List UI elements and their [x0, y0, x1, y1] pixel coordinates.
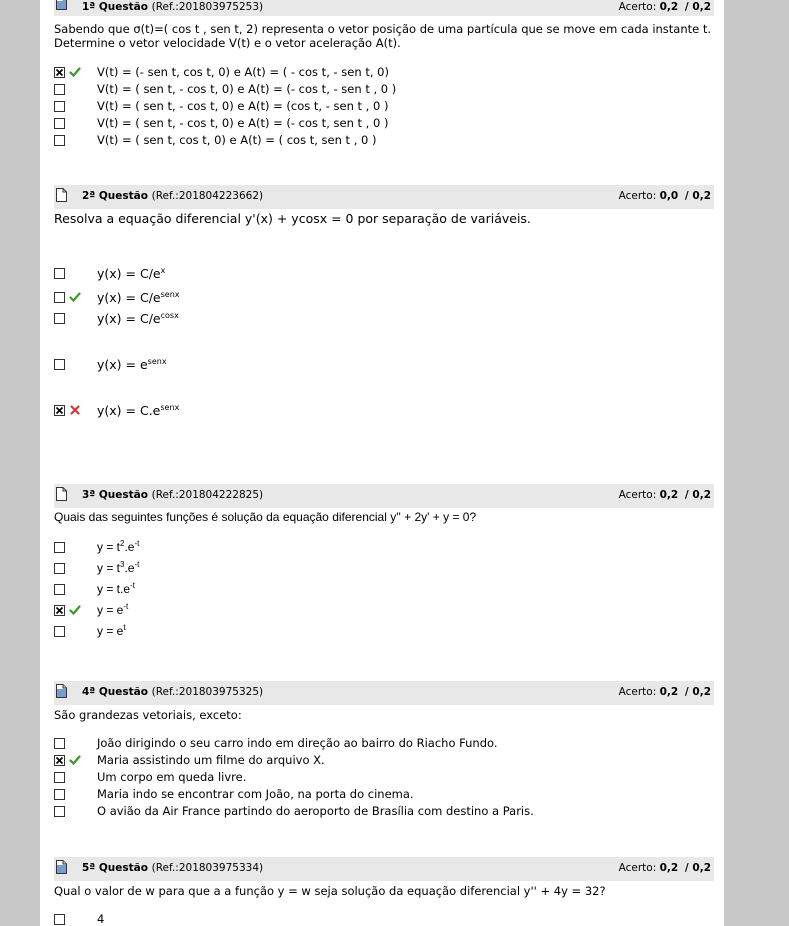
question-statement: Quais das seguintes funções é solução da equação diferencial y'' + 2y' + y = 0?	[54, 510, 477, 524]
question-ref: (Ref.:201804222825)	[151, 489, 264, 501]
answer-option-text: $y(x) = C/e^{cosx}$	[97, 310, 179, 326]
answer-checkbox[interactable]	[54, 313, 65, 324]
question-statement: Resolva a equação diferencial y'(x) + ycosx = 0 por separação de variáveis.	[54, 211, 531, 226]
answer-checkbox[interactable]	[54, 738, 65, 749]
document-icon	[56, 684, 67, 698]
answer-option-text: $y(x) = C.e^{senx}$	[97, 402, 180, 418]
answer-checkbox[interactable]	[54, 135, 65, 146]
answer-option-text: $y(x) = C/e^{senx}$	[97, 289, 180, 305]
question-header	[54, 681, 714, 705]
question-ref: (Ref.:201803975325)	[151, 686, 264, 698]
question-title: 5ª Questão (Ref.:201803975334)	[82, 862, 264, 874]
question-header	[54, 484, 714, 508]
answer-checkbox[interactable]	[54, 584, 65, 595]
question-statement: Sabendo que σ(t)=( cos t , sen t, 2) representa o vetor posição de uma partícula que se move em cada instante t. Determine o vetor velocidade V(t) e o vetor aceleração A(t).	[54, 22, 712, 50]
question-title: 3ª Questão (Ref.:201804222825)	[82, 489, 264, 501]
answer-checkbox[interactable]	[54, 789, 65, 800]
answer-option-text: V(t) = ( sen t, - cos t, 0) e A(t) = (- cos t, - sen t , 0 )	[97, 82, 397, 96]
answer-checkbox[interactable]	[54, 101, 65, 112]
answer-checkbox[interactable]	[54, 292, 65, 303]
answer-checkbox[interactable]	[54, 772, 65, 783]
answer-option-text: $y = t^3.e^{-t}$	[97, 560, 140, 575]
checked-x-icon	[55, 68, 64, 77]
correct-check-icon	[69, 754, 81, 766]
answer-checkbox[interactable]	[54, 914, 65, 925]
checked-x-icon	[55, 606, 64, 615]
answer-checkbox[interactable]	[54, 563, 65, 574]
document-icon	[56, 188, 67, 202]
answer-option-text: João dirigindo o seu carro indo em direção ao bairro do Riacho Fundo.	[97, 736, 498, 750]
answer-option-text: V(t) = ( sen t, - cos t, 0) e A(t) = (cos t, - sen t , 0 )	[97, 99, 389, 113]
answer-option-text: $y(x) = e^{senx}$	[97, 356, 167, 372]
answer-checkbox[interactable]	[54, 67, 65, 78]
question-3	[54, 484, 714, 638]
answer-checkbox[interactable]	[54, 755, 65, 766]
answer-checkbox[interactable]	[54, 605, 65, 616]
question-score: Acerto: 0,2 / 0,2	[618, 686, 711, 698]
document-icon	[56, 0, 67, 10]
question-5	[54, 857, 714, 926]
answer-option-text: $y = t.e^{-t}$	[97, 581, 135, 596]
question-statement: São grandezas vetoriais, exceto:	[54, 708, 242, 722]
answer-option-text: Maria assistindo um filme do arquivo X.	[97, 753, 325, 767]
checked-x-icon	[55, 756, 64, 765]
question-1	[54, 0, 714, 147]
question-title: 2ª Questão (Ref.:201804223662)	[82, 190, 264, 202]
answer-option-text: Um corpo em queda livre.	[97, 770, 247, 784]
question-title: 4ª Questão (Ref.:201803975325)	[82, 686, 264, 698]
answer-checkbox[interactable]	[54, 626, 65, 637]
question-header	[54, 0, 714, 16]
answer-option-text: 4	[97, 912, 105, 926]
exam-page	[40, 0, 724, 926]
question-title: 1ª Questão (Ref.:201803975253)	[82, 1, 264, 13]
checked-x-icon	[55, 406, 64, 415]
answer-option-text: $y = e^{-t}$	[97, 602, 129, 617]
question-header	[54, 857, 714, 881]
question-score: Acerto: 0,2 / 0,2	[618, 1, 711, 13]
question-ref: (Ref.:201803975334)	[151, 862, 264, 874]
answer-checkbox[interactable]	[54, 84, 65, 95]
document-icon	[56, 487, 67, 501]
answer-option-text: $y = t^2.e^{-t}$	[97, 539, 140, 554]
question-score: Acerto: 0,2 / 0,2	[618, 489, 711, 501]
question-ref: (Ref.:201804223662)	[151, 190, 264, 202]
answer-checkbox[interactable]	[54, 118, 65, 129]
answer-checkbox[interactable]	[54, 268, 65, 279]
answer-option-text: V(t) = ( sen t, - cos t, 0) e A(t) = (- cos t, sen t , 0 )	[97, 116, 389, 130]
question-ref: (Ref.:201803975253)	[151, 1, 264, 13]
wrong-x-icon	[69, 404, 81, 416]
answer-option-text: O avião da Air France partindo do aeroporto de Brasília com destino a Paris.	[97, 804, 534, 818]
question-score: Acerto: 0,2 / 0,2	[618, 862, 711, 874]
question-statement: Qual o valor de w para que a a função y = w seja solução da equação diferencial y'' + 4y = 32?	[54, 884, 606, 898]
answer-option-text: $y(x) = C/e^x$	[97, 265, 166, 281]
question-score: Acerto: 0,0 / 0,2	[618, 190, 711, 202]
answer-option-text: V(t) = ( sen t, cos t, 0) e A(t) = ( cos t, sen t , 0 )	[97, 133, 377, 147]
document-icon	[56, 860, 67, 874]
answer-option-text: Maria indo se encontrar com João, na porta do cinema.	[97, 787, 414, 801]
question-header	[54, 185, 714, 209]
correct-check-icon	[69, 66, 81, 78]
answer-checkbox[interactable]	[54, 542, 65, 553]
answer-checkbox[interactable]	[54, 359, 65, 370]
answer-checkbox[interactable]	[54, 806, 65, 817]
correct-check-icon	[69, 604, 81, 616]
question-4	[54, 681, 714, 818]
answer-checkbox[interactable]	[54, 405, 65, 416]
answer-option-text: V(t) = (- sen t, cos t, 0) e A(t) = ( - cos t, - sen t, 0)	[97, 65, 389, 79]
answer-option-text: $y = e^t$	[97, 623, 126, 638]
correct-check-icon	[69, 291, 81, 303]
question-2	[54, 185, 714, 418]
